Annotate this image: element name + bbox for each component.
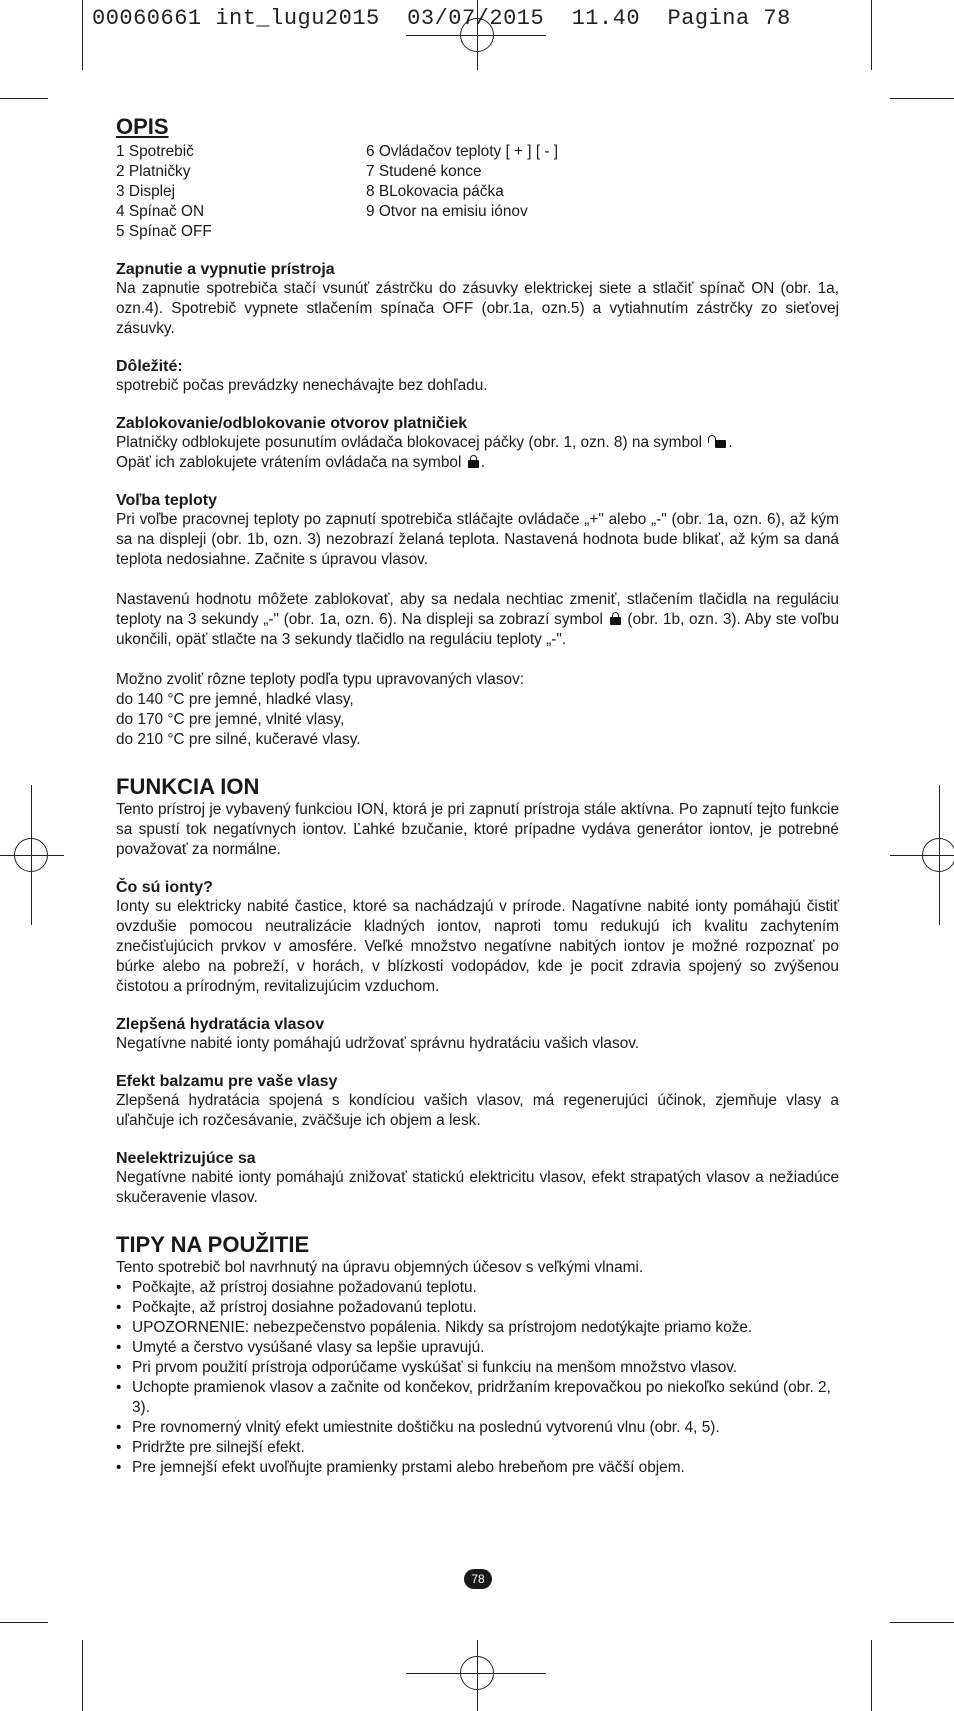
section-heading: Neelektrizujúce sa [116,1150,256,1167]
section-text: Tento prístroj je vybavený funkciou ION, ktorá je pri zapnutí prístroja stále aktívna. Po zapnutí tejto funkcie sa spustí tok negatívnych iontov. Ľahké bzučanie, ktoré prípadne vydáva generátor iontov, je potrebné považovať za normálne. [116,801,839,858]
section-heading: Dôležité: [116,358,183,375]
section-text: Platničky odblokujete posunutím ovládača blokovacej páčky (obr. 1, ozn. 8) na symbol . [116,434,733,451]
list-item: • Pre jemnejší efekt uvoľňujte pramienky prstami alebo hrebeňom pre väčší objem. [116,1458,839,1478]
parts-column-2 [366,142,839,242]
registration-mark-right [890,785,954,925]
page-number: 78 [464,1569,492,1589]
part-item: 4 Spínač ON [116,203,205,220]
ion-title: FUNKCIA ION [116,774,260,799]
section-antistatic [116,1149,839,1208]
section-heading: Efekt balzamu pre vaše vlasy [116,1073,338,1090]
section-heading: Čo sú ionty? [116,879,213,896]
crop-mark [82,1640,83,1711]
crop-mark [82,0,83,70]
page-content [116,114,839,1478]
lock-text-1: Platničky odblokujete posunutím ovládača blokovacej páčky (obr. 1, ozn. 8) na symbol [116,434,703,451]
section-text: Na zapnutie spotrebiča stačí vsunúť zástrčku do zásuvky elektrickej siete a stlačiť spínač ON (obr. 1a, ozn.4). Spotrebič vypnete stlačením spínača OFF (obr.1a, ozn.5) a vytiahnutím zástrčky zo sieťovej zásuvky. [116,280,839,337]
list-item: • UPOZORNENIE: nebezpečenstvo popálenia. Nikdy sa prístrojom nedotýkajte priamo kože. [116,1318,839,1338]
list-item: • Pri prvom použití prístroja odporúčame vyskúšať si funkciu na menšom množstvo vlasov. [116,1358,839,1378]
tips-intro: Tento spotrebič bol navrhnutý na úpravu objemných účesov s veľkými vlnami. [116,1259,644,1276]
temperature-line: do 140 °C pre jemné, hladké vlasy, [116,691,354,708]
temp-lock-text: Nastavenú hodnotu môžete zablokovať, aby sa nedala nechtiac zmeniť, stlačením tlačidla na reguláciu teploty na 3 sekundy „-" (obr. 1a, ozn. 6). Na displeji sa zobrazí symbol [116,591,839,628]
part-item: 1 Spotrebič [116,143,194,160]
section-power [116,260,839,339]
section-what-are-ions [116,878,839,997]
section-text [116,590,839,650]
part-item: 5 Spínač OFF [116,223,212,240]
section-text: Negatívne nabité ionty pomáhajú udržovať správnu hydratáciu vašich vlasov. [116,1035,640,1052]
part-item: 6 Ovládačov teploty [ + ] [ - ] [366,143,559,160]
section-important [116,357,839,396]
list-item: • Umyté a čerstvo vysúšané vlasy sa lepšie upravujú. [116,1338,839,1358]
section-hydration [116,1015,839,1054]
section-heading: Voľba teploty [116,492,217,509]
registration-mark-left [0,785,64,925]
part-item: 2 Platničky [116,163,191,180]
section-text: Negatívne nabité ionty pomáhajú znižovať statickú elektricitu vlasov, efekt strapatých vlasov a nežiadúce skučeravenie vlasov. [116,1169,839,1206]
part-item: 9 Otvor na emisiu iónov [366,203,528,220]
temperature-line: do 170 °C pre jemné, vlnité vlasy, [116,711,345,728]
crop-mark [890,98,954,99]
section-heading: Zlepšená hydratácia vlasov [116,1016,325,1033]
list-item: • Pre rovnomerný vlnitý efekt umiestnite doštičku na poslednú vytvorenú vlnu (obr. 4, 5). [116,1418,839,1438]
section-temperature [116,491,839,750]
section-text: Zlepšená hydratácia spojená s kondíciou vašich vlasov, má regenerujúci účinok, zjemňuje vlasy a uľahčuje ich rozčesávanie, zväčšuje ich objem a lesk. [116,1092,839,1129]
registration-mark-bottom [406,1640,546,1711]
crop-mark [0,98,48,99]
crop-mark [890,1622,954,1623]
unlock-icon [708,435,726,448]
opis-title: OPIS [116,114,169,139]
list-item: • Počkajte, až prístroj dosiahne požadovanú teplotu. [116,1278,839,1298]
print-slug: 00060661 int_lugu2015 03/07/2015 11.40 Pagina 78 [92,6,791,31]
list-item: • Uchopte pramienok vlasov a začnite od končekov, pridržaním krepovačkou po niekoľko sekúnd (obr. 2, 3). [116,1378,839,1418]
section-text: Opäť ich zablokujete vrátením ovládača na symbol . [116,454,485,471]
parts-column-1 [116,142,366,242]
parts-list [116,142,839,242]
section-text: Pri voľbe pracovnej teploty po zapnutí spotrebiča stláčajte ovládače „+" alebo „-" (obr. 1a, ozn. 6), až kým sa na displeji (obr. 1b, ozn. 3) nezobrazí želaná teplota. Nastavená hodnota bude blikať, až kým sa daná teplota nedosiahne. Začnite s úpravou vlasov. [116,511,839,568]
tips-list [116,1278,839,1478]
lock-text-2: Opäť ich zablokujete vrátením ovládača na symbol [116,454,462,471]
crop-mark [871,1640,872,1711]
part-item: 8 BLokovacia páčka [366,183,504,200]
section-heading: Zapnutie a vypnutie prístroja [116,261,335,278]
temperature-line: do 210 °C pre silné, kučeravé vlasy. [116,731,361,748]
crop-mark [0,1622,48,1623]
section-tips [116,1232,839,1478]
temperature-line: Možno zvoliť rôzne teploty podľa typu upravovaných vlasov: [116,671,525,688]
section-ion [116,774,839,860]
section-text: Ionty su elektricky nabité častice, ktoré sa nachádzajú v prírode. Nagatívne nabité ionty pomáhajú čistiť ovzdušie pomocou neutralizácie kladných iontov, naproti tomu redukujú ich kvalitu zachytením znečisťujúcich prvkov v amosfére. Veľké množstvo negatívne nabitých iontov je možné rozpoznať po búrke alebo na pobreží, v horách, v blízkosti vodopádov, kde je pocit zdravia spojený so zvýšenou čistotou a prírodným, revitalizujúcim vzduchom. [116,898,839,995]
section-lock [116,414,839,473]
section-balm [116,1072,839,1131]
part-item: 3 Displej [116,183,176,200]
section-heading: Zablokovanie/odblokovanie otvorov platničiek [116,415,468,432]
list-item: • Pridržte pre silnejší efekt. [116,1438,839,1458]
tips-title: TIPY NA POUŽITIE [116,1232,310,1257]
crop-mark [871,0,872,70]
part-item: 7 Studené konce [366,163,482,180]
temperature-list [116,670,839,750]
section-text: spotrebič počas prevádzky nenechávajte bez dohľadu. [116,377,488,394]
list-item: • Počkajte, až prístroj dosiahne požadovanú teplotu. [116,1298,839,1318]
temp-lock-text-cont: (obr. 1b, ozn. 3). Aby ste voľbu ukončili, opäť stlačte na 3 sekundy tlačidlo na reguláciu teploty „-". [116,611,840,648]
lock-icon [610,612,621,625]
lock-icon [468,455,479,468]
